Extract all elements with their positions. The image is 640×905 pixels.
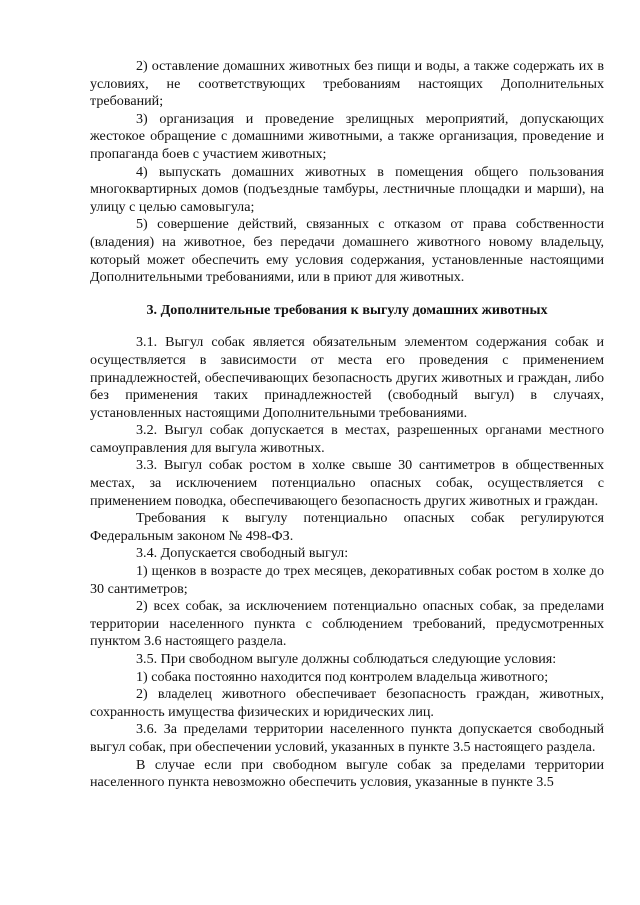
list-item-5: 5) совершение действий, связанных с отказом от права собственности (владения) на животное, без передачи домашнего животного новому владельцу, который может обеспечить ему условия содержания, установленные настоящими Дополнительными требованиями, или в приют для животных. <box>90 216 604 286</box>
paragraph-3-6-continued: В случае если при свободном выгуле собак за пределами территории населенного пункта невозможно обеспечить условия, указанные в пункте 3.5 <box>90 756 604 791</box>
paragraph-3-5-item-1: 1) собака постоянно находится под контролем владельца животного; <box>136 668 549 685</box>
paragraph-3-4-item-1: 1) щенков в возрасте до трех месяцев, декоративных собак ростом в холке до 30 сантиметров; <box>90 563 604 597</box>
paragraph-dangerous-dogs: Требования к выгулу потенциально опасных собак регулируются Федеральным законом № 498-ФЗ. <box>90 510 604 544</box>
list-item-2: 2) оставление домашних животных без пищи и воды, а также содержать их в условиях, не соответствующих требованиям настоящих Дополнительных требований; <box>90 58 604 110</box>
section-heading: 3. Дополнительные требования к выгулу домашних животных <box>146 301 548 318</box>
paragraph-3-2: 3.2. Выгул собак допускается в местах, разрешенных органами местного самоуправления для выгула животных. <box>90 422 604 456</box>
paragraph-3-4-item-2: 2) всех собак, за исключением потенциально опасных собак, за пределами территории населенного пункта с соблюдением требований, предусмотренных пунктом 3.6 настоящего раздела. <box>90 598 604 650</box>
spacer <box>90 319 604 334</box>
paragraph-3-4: 3.4. Допускается свободный выгул: <box>136 545 349 562</box>
spacer <box>90 287 604 302</box>
list-item-4: 4) выпускать домашних животных в помещения общего пользования многоквартирных домов (подъездные тамбуры, лестничные площадки и марши), на улицу с целью самовыгула; <box>90 163 604 215</box>
paragraph-3-5: 3.5. При свободном выгуле должны соблюдаться следующие условия: <box>136 651 557 667</box>
paragraph-3-5-item-2: 2) владелец животного обеспечивает безопасность граждан, животных, сохранность имущества физических и юридических лиц. <box>90 686 604 720</box>
paragraph-3-6: 3.6. За пределами территории населенного пункта допускается свободный выгул собак, при обеспечении условий, указанных в пункте 3.5 настоящего раздела. <box>90 721 604 755</box>
paragraph-3-1: 3.1. Выгул собак является обязательным элементом содержания собак и осуществляется в зависимости от места его проведения с применением принадлежностей, обеспечивающих безопасность других животных и граждан, либо без применения таких принадлежностей (свободный выгул) в случаях, установленных настоящими Дополнительными требованиями. <box>90 334 604 421</box>
document-page <box>90 58 604 792</box>
list-item-3: 3) организация и проведение зрелищных мероприятий, допускающих жестокое обращение с домашними животными, а также организация, проведение и пропаганда боев с участием животных; <box>90 110 604 162</box>
paragraph-3-3: 3.3. Выгул собак ростом в холке свыше 30 сантиметров в общественных местах, за исключением потенциально опасных собак, осуществляется с применением поводка, обеспечивающего безопасность других животных и граждан. <box>90 457 604 509</box>
